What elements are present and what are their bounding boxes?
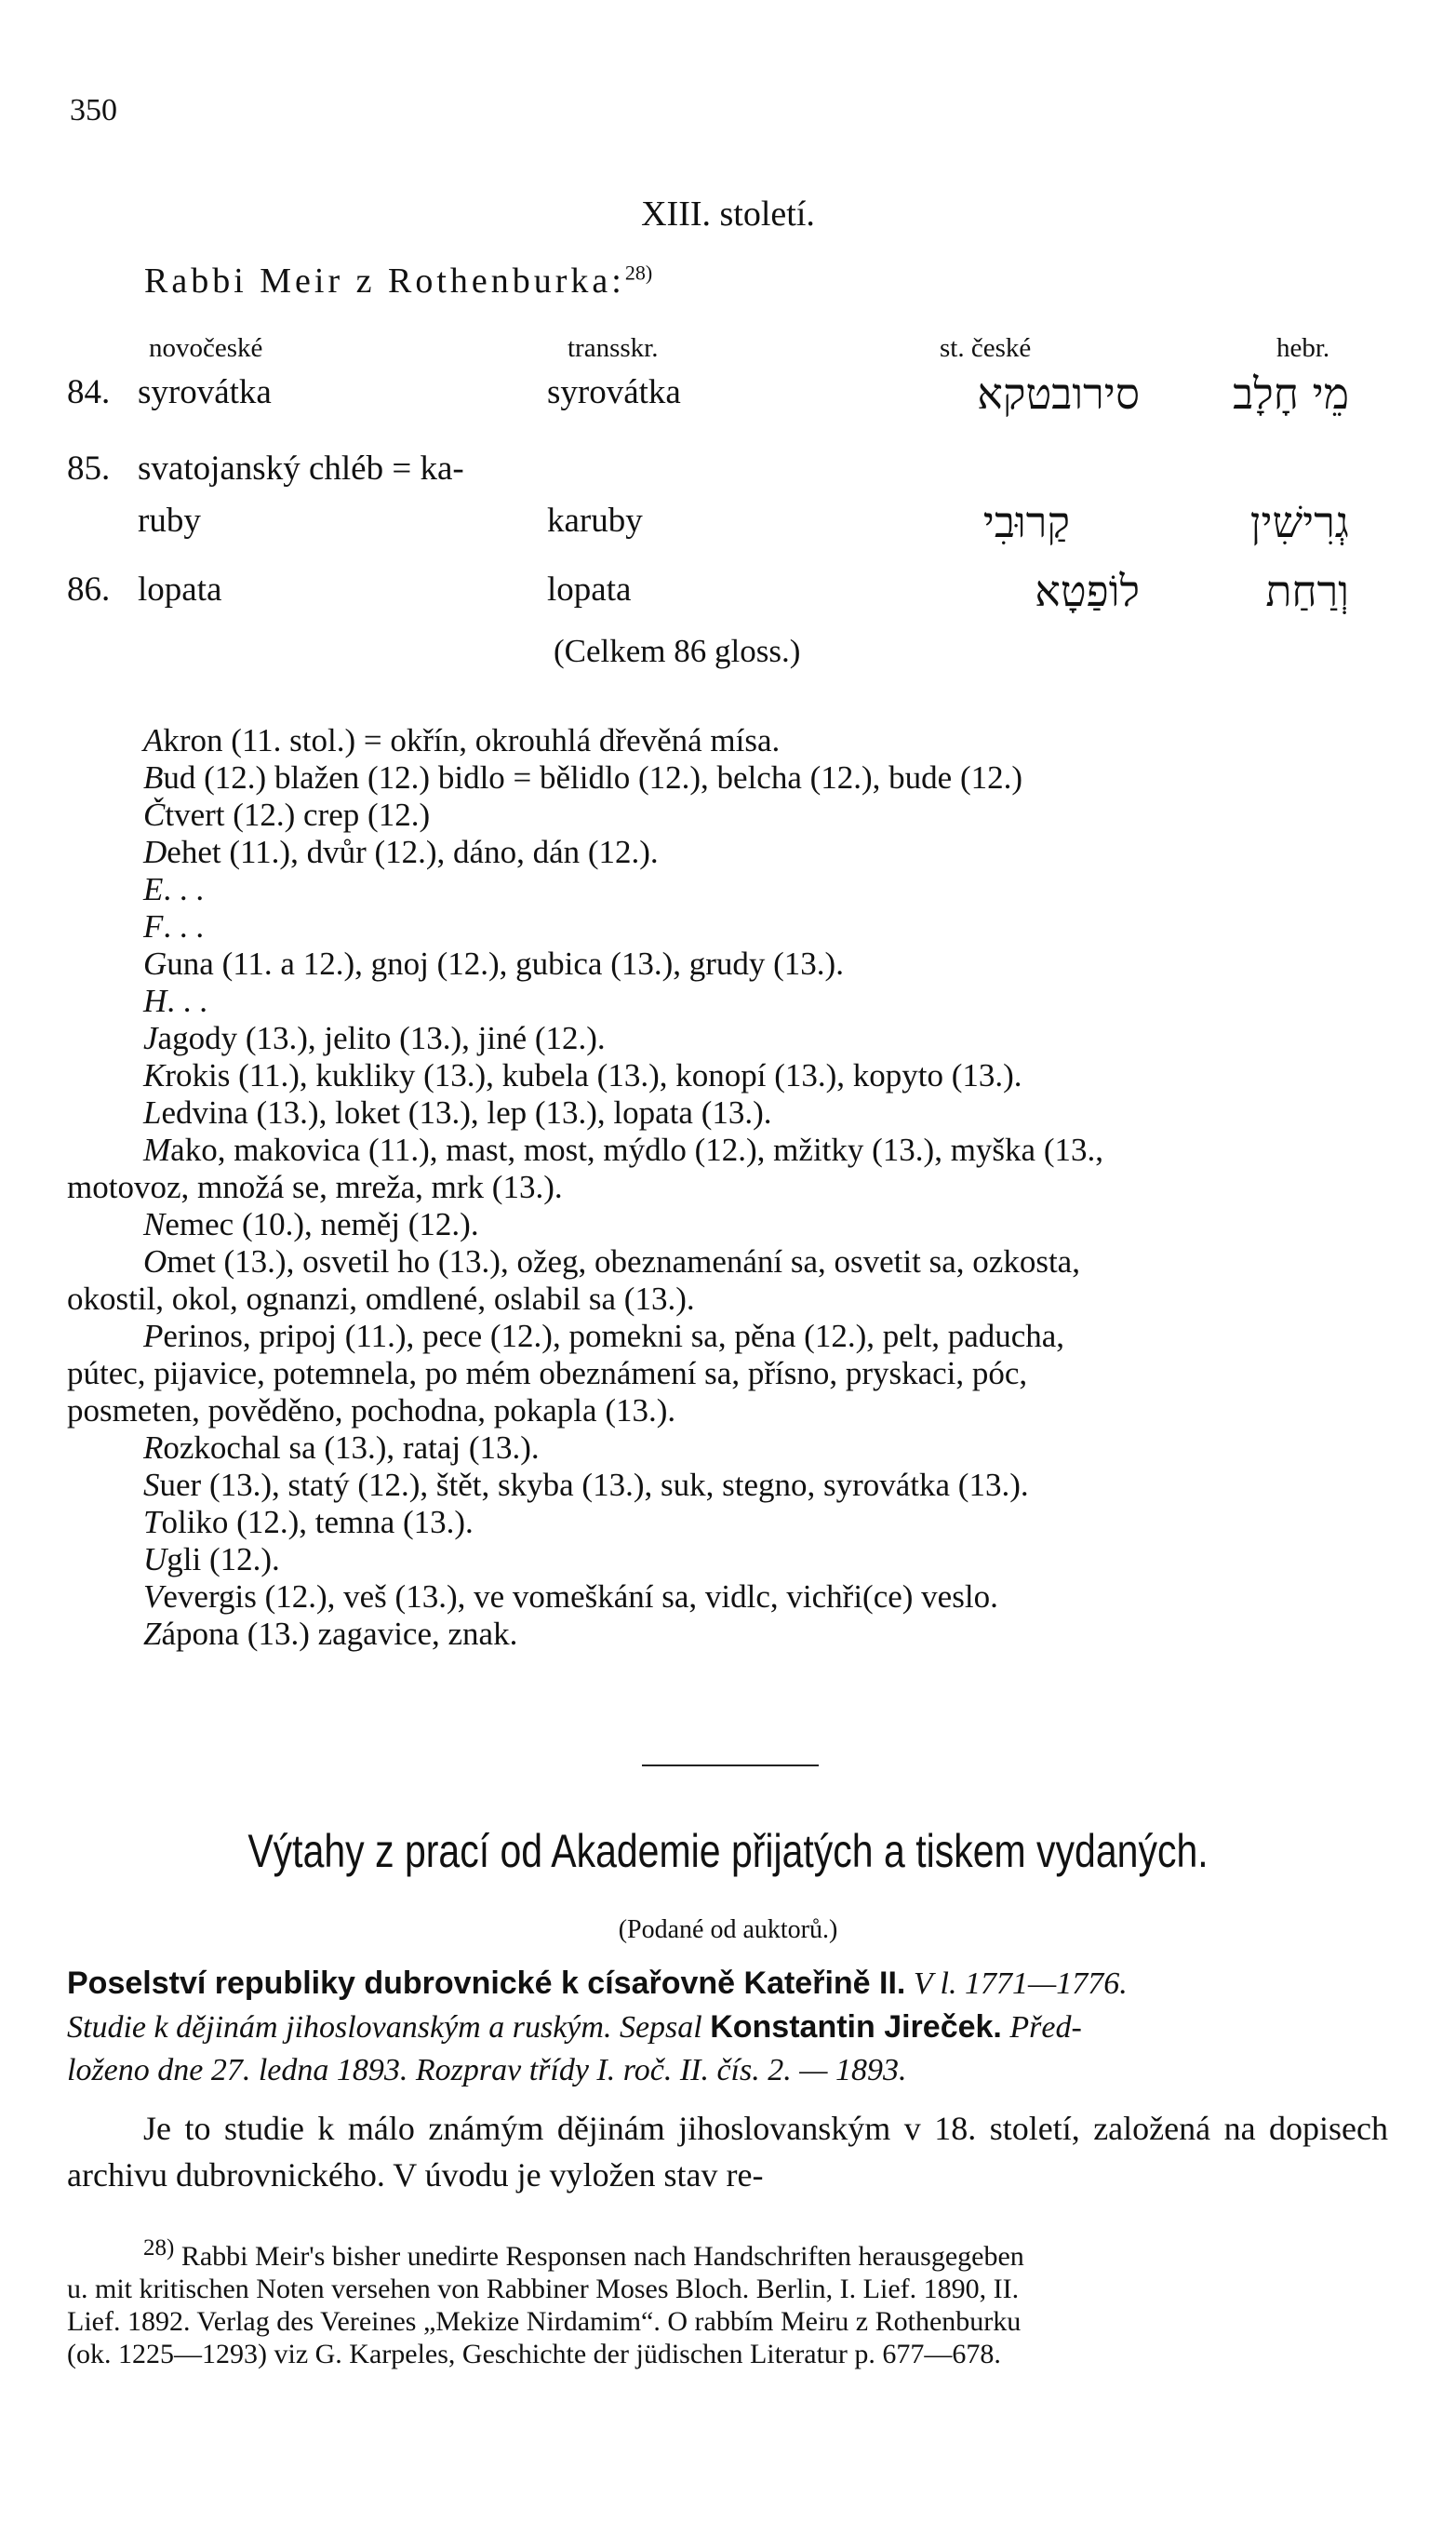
- glossary-line: [67, 871, 1388, 908]
- glossary-continuation: pútec, pijavice, potemnela, po mém obeznámení sa, přísno, pryskaci, póc,: [67, 1355, 1028, 1391]
- row-st-ceske-hebrew: סירובטקא: [977, 369, 1140, 419]
- section-divider: [642, 1764, 819, 1766]
- glossary-letter: K: [143, 1057, 166, 1094]
- glossary-line: [67, 1616, 1388, 1653]
- rabbi-heading: [144, 261, 652, 302]
- glossary-letter: E: [143, 871, 164, 907]
- footnote-line: u. mit kritischen Noten versehen von Rabbiner Moses Bloch. Berlin, I. Lief. 1890, II.: [67, 2274, 1020, 2304]
- glossary-line: [67, 1206, 1388, 1243]
- glossary-line: [67, 1467, 1388, 1504]
- row-hebrew: גְרִישִׁין: [1249, 497, 1349, 547]
- glossary-line: [67, 1429, 1388, 1467]
- glossary-text: ozkochal sa (13.), rataj (13.).: [163, 1429, 540, 1466]
- body-paragraph: Je to studie k málo známým dějinám jihoslovanským v 18. století, založená na dopisech archivu dubrovnického. V úvodu je vyložen stav re-: [67, 2110, 1388, 2194]
- glossary-text: . . .: [167, 983, 208, 1019]
- glossary-line: [67, 1094, 1388, 1132]
- glossary-text: erinos, pripoj (11.), pece (12.), pomekni sa, pěna (12.), pelt, paducha,: [163, 1318, 1065, 1354]
- row-st-ceske-hebrew: קַרוּבִי: [982, 497, 1070, 547]
- glossary-letter: T: [143, 1504, 162, 1540]
- glossary-line: [67, 983, 1388, 1020]
- glossary-text: emec (10.), neměj (12.).: [165, 1206, 479, 1242]
- glossary-text: oliko (12.), temna (13.).: [161, 1504, 474, 1540]
- glossary-text: ud (12.) blažen (12.) bidlo = bělidlo (12.), belcha (12.), bude (12.): [163, 759, 1023, 796]
- abstract: [67, 1962, 1388, 2092]
- glossary-text: edvina (13.), loket (13.), lep (13.), lopata (13.).: [161, 1094, 772, 1131]
- abstract-presented: Před-: [1001, 2010, 1082, 2045]
- glossary-line: [67, 722, 1388, 759]
- glossary-line: [67, 1504, 1388, 1541]
- row-transsk: karuby: [547, 502, 643, 540]
- glossary-text: gli (12.).: [167, 1541, 280, 1577]
- glossary-line: [67, 1132, 1388, 1169]
- section-title: Výtahy z prací od Akademie přijatých a tiskem vydaných.: [247, 1825, 1209, 1877]
- glossary-letter: G: [143, 946, 167, 982]
- glossary-letter: R: [143, 1429, 164, 1466]
- glossary-line: [67, 946, 1388, 983]
- abstract-date: loženo dne 27. ledna 1893. Rozprav třídy I. roč. II. čís. 2. — 1893.: [67, 2053, 907, 2087]
- glossary-line: [67, 1318, 1388, 1355]
- glossary-letter: M: [143, 1132, 171, 1168]
- gloss-total: (Celkem 86 gloss.): [554, 633, 801, 669]
- row-novoceske: lopata: [138, 570, 222, 609]
- row-novoceske-cont: ruby: [138, 502, 201, 540]
- glossary-letter: F: [143, 908, 164, 945]
- glossary-text: ako, makovica (11.), mast, most, mýdlo (12.), mžitky (13.), myška (13.,: [170, 1132, 1103, 1168]
- footnote-ref: 28): [624, 261, 653, 285]
- glossary-letter: S: [143, 1467, 160, 1503]
- footnote-line: (ok. 1225—1293) viz G. Karpeles, Geschichte der jüdischen Literatur p. 677—678.: [67, 2339, 1001, 2369]
- glossary-line: [67, 908, 1388, 946]
- glossary-letter: V: [143, 1578, 164, 1615]
- col-header-novoceske: novočeské: [149, 333, 263, 363]
- glossary-line: [67, 834, 1388, 871]
- glossary: [67, 722, 1388, 1653]
- row-hebrew: וְרַחַת: [1265, 566, 1349, 616]
- glossary-letter: A: [143, 722, 164, 758]
- col-header-transsk: transskr.: [568, 333, 659, 363]
- glossary-line: [67, 1392, 1388, 1429]
- glossary-text: ápona (13.) zagavice, znak.: [161, 1616, 518, 1652]
- page-number: 350: [70, 93, 117, 127]
- row-number: 85.: [67, 450, 111, 488]
- glossary-text: . . .: [163, 871, 205, 907]
- rabbi-name: Rabbi Meir z Rothenburka:: [144, 262, 625, 301]
- footnote: [67, 2232, 1388, 2370]
- glossary-text: met (13.), osvetil ho (13.), ožeg, obeznamenání sa, osvetit sa, ozkosta,: [167, 1243, 1080, 1280]
- glossary-letter: Č: [143, 797, 166, 833]
- abstract-subtitle: Studie k dějinám jihoslovanským a ruským. Sepsal: [67, 2010, 711, 2045]
- glossary-line: [67, 759, 1388, 797]
- row-number: 84.: [67, 373, 111, 411]
- glossary-line: [67, 1578, 1388, 1616]
- glossary-letter: J: [143, 1020, 158, 1056]
- glossary-letter: B: [143, 759, 164, 796]
- glossary-continuation: posmeten, pověděno, pochodna, pokapla (13.).: [67, 1392, 676, 1429]
- glossary-letter: O: [143, 1243, 167, 1280]
- glossary-line: [67, 1057, 1388, 1094]
- glossary-text: tvert (12.) crep (12.): [165, 797, 431, 833]
- col-header-st-ceske: st. české: [940, 333, 1032, 363]
- row-transsk: syrovátka: [547, 373, 681, 411]
- submitted-note: (Podané od auktorů.): [618, 1915, 838, 1944]
- glossary-letter: L: [143, 1094, 162, 1131]
- glossary-text: kron (11. stol.) = okřín, okrouhlá dřevěná mísa.: [163, 722, 781, 758]
- row-novoceske: syrovátka: [138, 373, 272, 411]
- glossary-text: ehet (11.), dvůr (12.), dáno, dán (12.).: [167, 834, 659, 870]
- glossary-letter: P: [143, 1318, 164, 1354]
- glossary-text: una (11. a 12.), gnoj (12.), gubica (13.), grudy (13.).: [167, 946, 844, 982]
- row-number: 86.: [67, 570, 111, 609]
- glossary-line: [67, 1020, 1388, 1057]
- abstract-author: Konstantin Jireček.: [710, 2009, 1002, 2045]
- abstract-title: Poselství republiky dubrovnické k císařovně Kateřině II.: [67, 1966, 906, 2001]
- body-text: [67, 2105, 1388, 2198]
- glossary-letter: H: [143, 983, 167, 1019]
- glossary-line: [67, 1243, 1388, 1281]
- row-hebrew: מֵי חָלָב: [1233, 369, 1349, 419]
- abstract-years: V l. 1771—1776.: [905, 1966, 1128, 2001]
- glossary-letter: D: [143, 834, 167, 870]
- row-novoceske: svatojanský chléb = ka-: [138, 450, 464, 488]
- glossary-continuation: okostil, okol, ognanzi, omdlené, oslabil sa (13.).: [67, 1281, 695, 1317]
- glossary-text: agody (13.), jelito (13.), jiné (12.).: [157, 1020, 606, 1056]
- glossary-line: [67, 797, 1388, 834]
- glossary-continuation: motovoz, množá se, mreža, mrk (13.).: [67, 1169, 563, 1205]
- glossary-letter: U: [143, 1541, 167, 1577]
- glossary-letter: N: [143, 1206, 166, 1242]
- footnote-line: Rabbi Meir's bisher unedirte Responsen nach Handschriften herausgegeben: [174, 2241, 1024, 2272]
- row-st-ceske-hebrew: לוֹפַטָא: [1035, 566, 1140, 616]
- glossary-line: [67, 1169, 1388, 1206]
- row-transsk: lopata: [547, 570, 632, 609]
- glossary-text: evergis (12.), veš (13.), ve vomeškání sa, vidlc, vichři(ce) veslo.: [163, 1578, 998, 1615]
- footnote-line: Lief. 1892. Verlag des Vereines „Mekize Nirdamim“. O rabbím Meiru z Rothenburku: [67, 2306, 1022, 2337]
- footnote-number: 28): [143, 2235, 175, 2261]
- glossary-line: [67, 1281, 1388, 1318]
- glossary-line: [67, 1541, 1388, 1578]
- glossary-text: . . .: [163, 908, 205, 945]
- glossary-text: uer (13.), statý (12.), štět, skyba (13.), suk, stegno, syrovátka (13.).: [159, 1467, 1029, 1503]
- col-header-hebr: hebr.: [1276, 333, 1330, 363]
- glossary-text: rokis (11.), kukliky (13.), kubela (13.), konopí (13.), kopyto (13.).: [165, 1057, 1022, 1094]
- chapter-heading: XIII. století.: [641, 195, 815, 234]
- glossary-letter: Z: [143, 1616, 162, 1652]
- glossary-line: [67, 1355, 1388, 1392]
